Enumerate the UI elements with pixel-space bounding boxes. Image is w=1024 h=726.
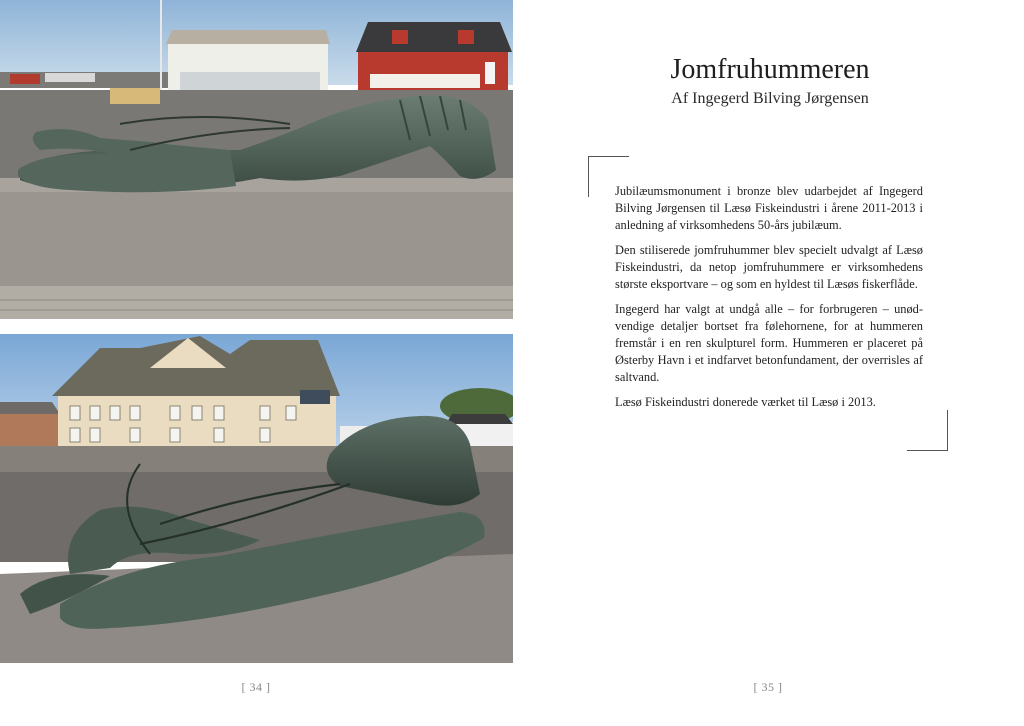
article-paragraph: Den stiliserede jomfruhummer blev specielt udvalgt af Læsø Fiskeindustri, da netop jomfruhummere er virksomhedens største eksportvare – og som en hyldest til Læsøs fiskerflåde. [615,243,923,291]
article-paragraph: Jubilæumsmonument i bronze blev udarbejdet af Ingegerd Bilving Jørgensen til Læsø Fiskeindustri i årene 2011-2013 i anledning af virksomhedens 50-års jubilæum. [615,184,923,232]
photo-lobster-harbor [0,0,513,319]
page-number-left: [ 34 ] [241,680,271,694]
photo-lobster-building [0,334,513,663]
photo-lobster-harbor-image [0,0,513,319]
page-number-right: [ 35 ] [753,680,783,694]
article-header [620,52,920,110]
article-body [615,183,923,419]
article-author: Af Ingegerd Bilving Jørgensen [671,90,869,107]
article-paragraph: Ingegerd har valgt at undgå alle – for forbrugeren – unødvendige detaljer bortset fra følehornene, for at hummeren fremstår i en ren skulpturel form. Hummeren er placeret på Østerby Havn i et indfarvet betonfundament, der overrisles af saltvand. [615,302,923,384]
photo-lobster-building-image [0,334,513,663]
article-title: Jomfruhummeren [670,54,870,85]
article-paragraph: Læsø Fiskeindustri donerede værket til Læsø i 2013. [615,395,876,409]
